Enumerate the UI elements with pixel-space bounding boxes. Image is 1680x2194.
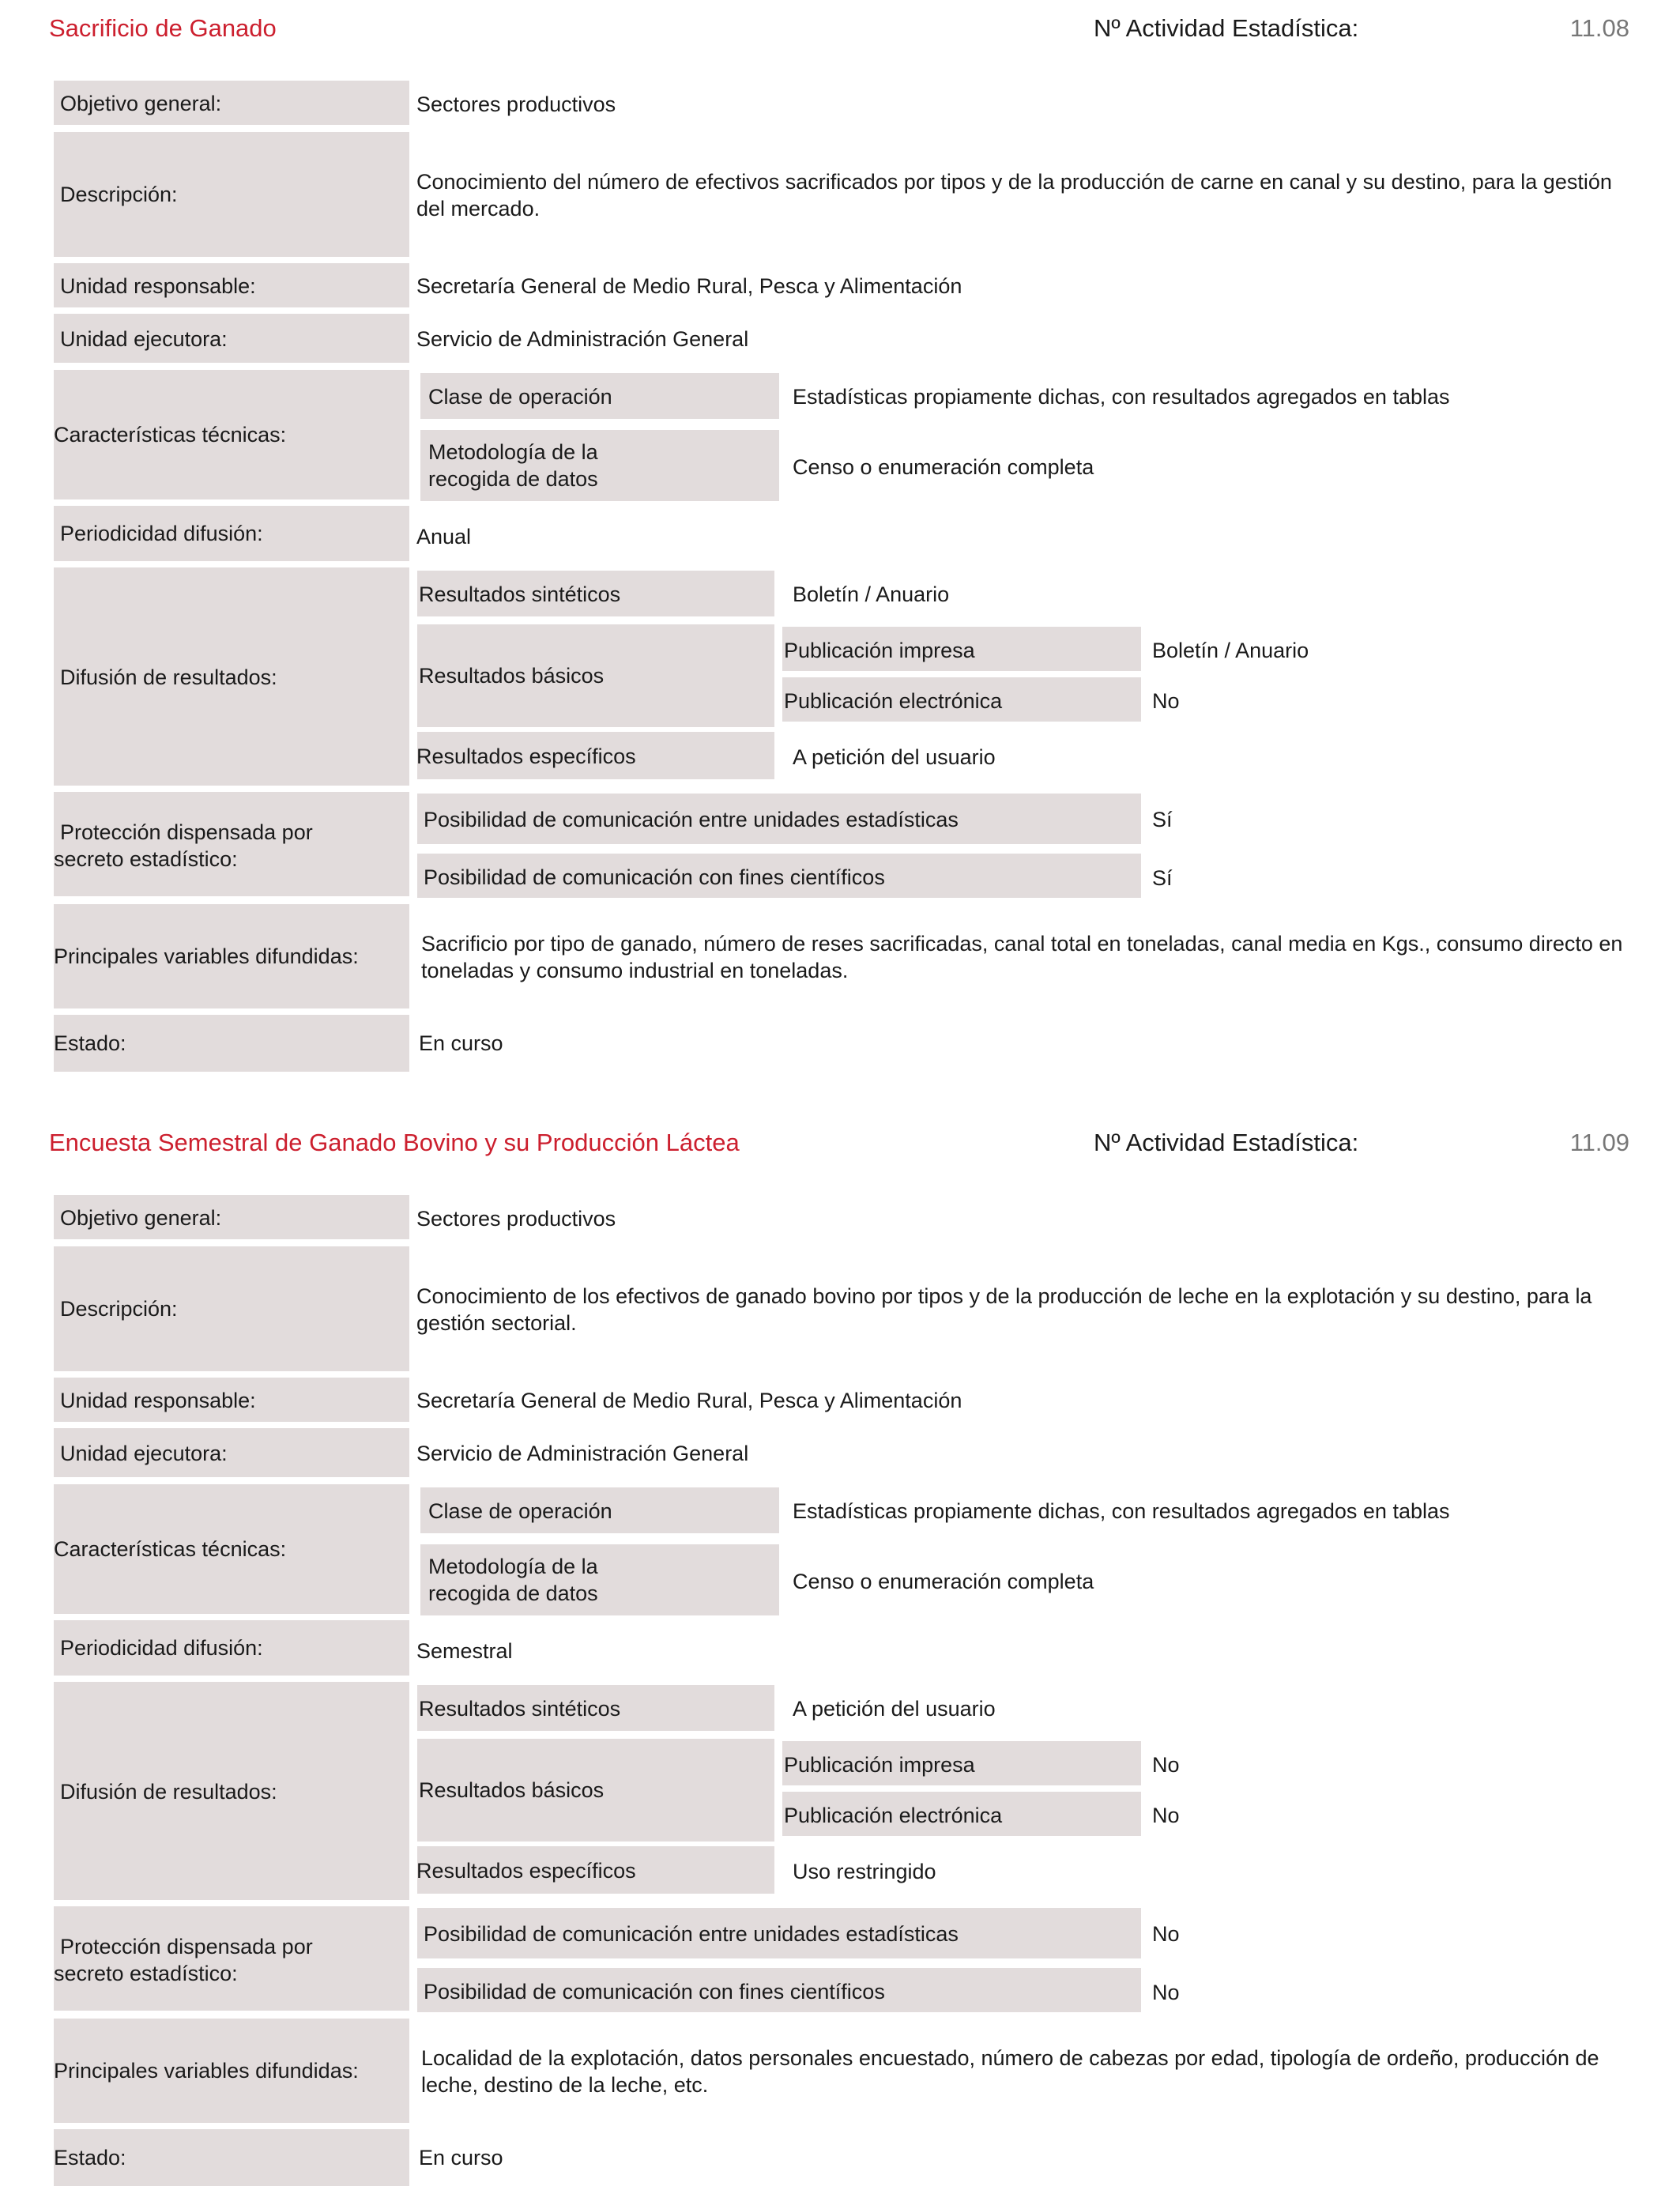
activity-number-label: Nº Actividad Estadística: (1094, 14, 1359, 42)
res-especificos-label: Resultados específicos (416, 745, 636, 768)
comunicacion-unidades-label: Posibilidad de comunicación entre unidades estadísticas (424, 1922, 959, 1946)
pub-impresa-label: Publicación impresa (784, 639, 975, 662)
variables-value: Sacrificio por tipo de ganado, número de reses sacrificadas, canal total en toneladas, canal media en Kgs., consumo directo en toneladas y consumo industrial en toneladas. (421, 932, 1623, 982)
clase-operacion-value: Estadísticas propiamente dichas, con resultados agregados en tablas (793, 1499, 1450, 1523)
unidad-responsable-label: Unidad responsable: (60, 1389, 256, 1412)
pub-electronica-label: Publicación electrónica (784, 1804, 1003, 1827)
comunicacion-cientificos-label: Posibilidad de comunicación con fines científicos (424, 865, 885, 889)
caracteristicas-label: Características técnicas: (54, 1537, 287, 1561)
section-card (0, 1114, 1680, 2194)
pub-electronica-label: Publicación electrónica (784, 689, 1003, 713)
comunicacion-cientificos-label: Posibilidad de comunicación con fines científicos (424, 1980, 885, 2004)
comunicacion-unidades-value: No (1152, 1922, 1180, 1946)
pub-electronica-value: No (1152, 689, 1180, 713)
metodologia-value: Censo o enumeración completa (793, 1570, 1094, 1593)
unidad-responsable-value: Secretaría General de Medio Rural, Pesca y Alimentación (416, 1389, 962, 1412)
caracteristicas-label: Características técnicas: (54, 423, 287, 447)
res-especificos-value: Uso restringido (793, 1860, 936, 1883)
descripcion-label: Descripción: (60, 183, 178, 206)
clase-operacion-label: Clase de operación (428, 1499, 612, 1523)
res-especificos-label: Resultados específicos (416, 1859, 636, 1883)
objetivo-label: Objetivo general: (60, 92, 222, 115)
res-sinteticos-label: Resultados sintéticos (419, 582, 621, 606)
unidad-ejecutora-value: Servicio de Administración General (416, 1442, 749, 1465)
periodicidad-label: Periodicidad difusión: (60, 522, 263, 545)
estado-label: Estado: (54, 2146, 126, 2169)
metodologia-value: Censo o enumeración completa (793, 455, 1094, 479)
section-title: Sacrificio de Ganado (49, 14, 277, 42)
section-title: Encuesta Semestral de Ganado Bovino y su Producción Láctea (49, 1129, 740, 1156)
descripcion-value: Conocimiento de los efectivos de ganado bovino por tipos y de la producción de leche en la explotación y su destino, para la gestión sectorial. (416, 1284, 1592, 1335)
pub-impresa-value: No (1152, 1753, 1180, 1777)
difusion-label: Difusión de resultados: (60, 665, 277, 689)
pub-impresa-value: Boletín / Anuario (1152, 639, 1309, 662)
comunicacion-unidades-value: Sí (1152, 808, 1173, 831)
res-especificos-value: A petición del usuario (793, 745, 996, 769)
res-basicos-label: Resultados básicos (419, 1778, 605, 1802)
objetivo-value: Sectores productivos (416, 92, 616, 116)
unidad-responsable-value: Secretaría General de Medio Rural, Pesca y Alimentación (416, 274, 962, 298)
res-basicos-label: Resultados básicos (419, 664, 605, 688)
activity-number: 11.08 (1569, 14, 1629, 42)
clase-operacion-value: Estadísticas propiamente dichas, con resultados agregados en tablas (793, 385, 1450, 409)
unidad-ejecutora-label: Unidad ejecutora: (60, 1442, 228, 1465)
estado-value: En curso (419, 2146, 503, 2169)
activity-number-label: Nº Actividad Estadística: (1094, 1129, 1359, 1156)
descripcion-label: Descripción: (60, 1297, 178, 1321)
res-sinteticos-value: Boletín / Anuario (793, 582, 950, 606)
pub-electronica-value: No (1152, 1804, 1180, 1827)
estado-label: Estado: (54, 1031, 126, 1055)
proteccion-label: Protección dispensada por secreto estadístico: (54, 1935, 313, 1985)
variables-label: Principales variables difundidas: (54, 944, 359, 968)
res-sinteticos-label: Resultados sintéticos (419, 1697, 621, 1721)
pub-impresa-label: Publicación impresa (784, 1753, 975, 1777)
activity-number: 11.09 (1569, 1129, 1629, 1156)
res-sinteticos-value: A petición del usuario (793, 1697, 996, 1721)
metodologia-label: Metodología de la recogida de datos (428, 440, 598, 491)
variables-label: Principales variables difundidas: (54, 2059, 359, 2083)
unidad-ejecutora-value: Servicio de Administración General (416, 327, 749, 351)
objetivo-label: Objetivo general: (60, 1206, 222, 1230)
periodicidad-value: Semestral (416, 1639, 513, 1663)
section-card (0, 0, 1680, 1091)
comunicacion-cientificos-value: No (1152, 1981, 1180, 2004)
periodicidad-label: Periodicidad difusión: (60, 1636, 263, 1660)
metodologia-label: Metodología de la recogida de datos (428, 1555, 598, 1605)
proteccion-label: Protección dispensada por secreto estadístico: (54, 820, 313, 871)
descripcion-value: Conocimiento del número de efectivos sacrificados por tipos y de la producción de carne en canal y su destino, para la gestión del mercado. (416, 170, 1612, 221)
unidad-responsable-label: Unidad responsable: (60, 274, 256, 298)
unidad-ejecutora-label: Unidad ejecutora: (60, 327, 228, 351)
periodicidad-value: Anual (416, 525, 472, 548)
objetivo-value: Sectores productivos (416, 1207, 616, 1231)
difusion-label: Difusión de resultados: (60, 1780, 277, 1804)
variables-value: Localidad de la explotación, datos personales encuestado, número de cabezas por edad, tipología de ordeño, producción de leche, destino de la leche, etc. (421, 2046, 1599, 2097)
estado-value: En curso (419, 1031, 503, 1055)
comunicacion-unidades-label: Posibilidad de comunicación entre unidades estadísticas (424, 808, 959, 831)
clase-operacion-label: Clase de operación (428, 385, 612, 409)
comunicacion-cientificos-value: Sí (1152, 866, 1173, 890)
